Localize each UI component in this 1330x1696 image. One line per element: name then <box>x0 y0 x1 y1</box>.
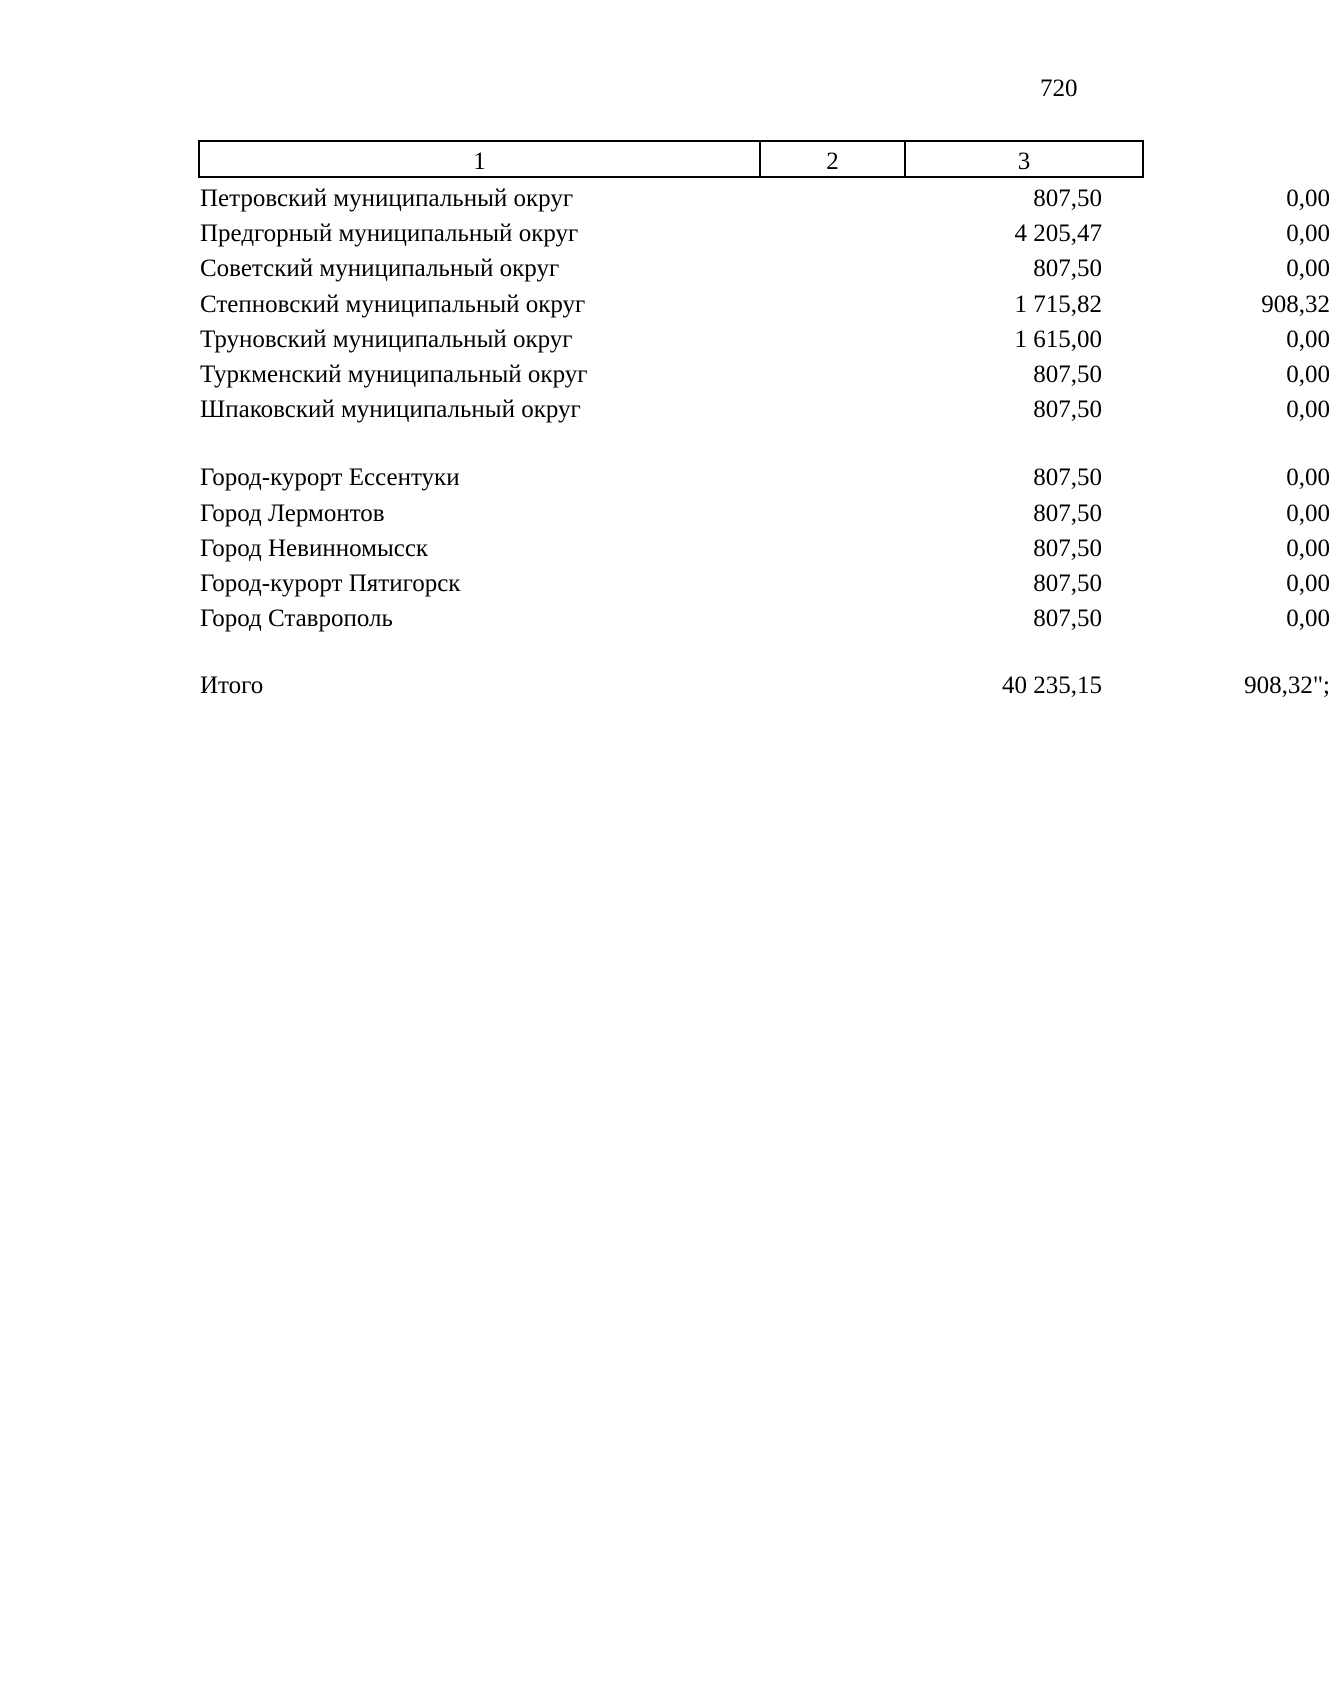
row-col2: 807,50 <box>1033 464 1102 492</box>
row-col3: 0,00 <box>1286 569 1330 597</box>
table-row <box>200 216 1330 251</box>
table-row <box>200 566 1330 601</box>
row-name: Петровский муниципальный округ <box>200 185 574 212</box>
row-col3: 0,00 <box>1286 534 1330 562</box>
row-col2: 807,50 <box>1033 605 1102 633</box>
row-name: Город Невинномысск <box>200 534 429 562</box>
row-col2: 807,50 <box>1033 255 1102 283</box>
row-col2: 807,50 <box>1033 185 1102 212</box>
page-number: 720 <box>1040 75 1078 102</box>
row-col3: 0,00 <box>1286 185 1330 212</box>
row-col3: 0,00 <box>1286 255 1330 283</box>
table-row <box>200 322 1330 357</box>
row-col3: 0,00 <box>1286 464 1330 492</box>
row-name: Город Ставрополь <box>200 605 393 633</box>
table-row <box>200 460 1330 495</box>
row-col3: 0,00 <box>1286 396 1330 424</box>
header-col-1: 1 <box>200 142 761 176</box>
row-col3: 0,00 <box>1286 220 1330 248</box>
row-col3: 0,00 <box>1286 605 1330 633</box>
total-col3: 908,32"; <box>1244 672 1330 700</box>
row-col3: 908,32 <box>1261 290 1330 318</box>
table-row <box>200 531 1330 566</box>
row-name: Советский муниципальный округ <box>200 255 560 283</box>
header-col-2: 2 <box>761 142 906 176</box>
table-row <box>200 496 1330 531</box>
header-col-3: 3 <box>1017 148 1031 175</box>
row-name: Город-курорт Ессентуки <box>200 464 460 492</box>
table-body <box>200 181 1330 703</box>
table-row <box>200 181 1330 216</box>
row-name: Город-курорт Пятигорск <box>200 569 461 597</box>
table-row <box>200 601 1330 636</box>
row-col3: 0,00 <box>1286 325 1330 353</box>
table-row <box>200 357 1330 392</box>
total-col2: 40 235,15 <box>1002 672 1102 700</box>
row-col2: 807,50 <box>1033 499 1102 527</box>
row-name: Город Лермонтов <box>200 499 385 527</box>
row-name: Предгорный муниципальный округ <box>200 220 579 248</box>
row-col3: 0,00 <box>1286 360 1330 388</box>
table-row <box>200 392 1330 427</box>
row-name: Степновский муниципальный округ <box>200 290 586 318</box>
row-name: Труновский муниципальный округ <box>200 325 573 353</box>
row-col2: 807,50 <box>1033 396 1102 424</box>
total-label: Итого <box>200 672 264 700</box>
row-col2: 807,50 <box>1033 360 1102 388</box>
row-col2: 4 205,47 <box>1014 220 1102 248</box>
total-row <box>200 668 1330 703</box>
row-col3: 0,00 <box>1286 499 1330 527</box>
row-name: Туркменский муниципальный округ <box>200 360 588 388</box>
row-col2: 1 615,00 <box>1014 325 1102 353</box>
row-col2: 807,50 <box>1033 534 1102 562</box>
table-header <box>198 140 1144 178</box>
row-col2: 1 715,82 <box>1014 290 1102 318</box>
section-spacer <box>200 427 1130 460</box>
table-row <box>200 287 1330 322</box>
row-name: Шпаковский муниципальный округ <box>200 396 581 424</box>
section-spacer <box>200 636 1130 668</box>
table-row <box>200 251 1330 286</box>
row-col2: 807,50 <box>1033 569 1102 597</box>
